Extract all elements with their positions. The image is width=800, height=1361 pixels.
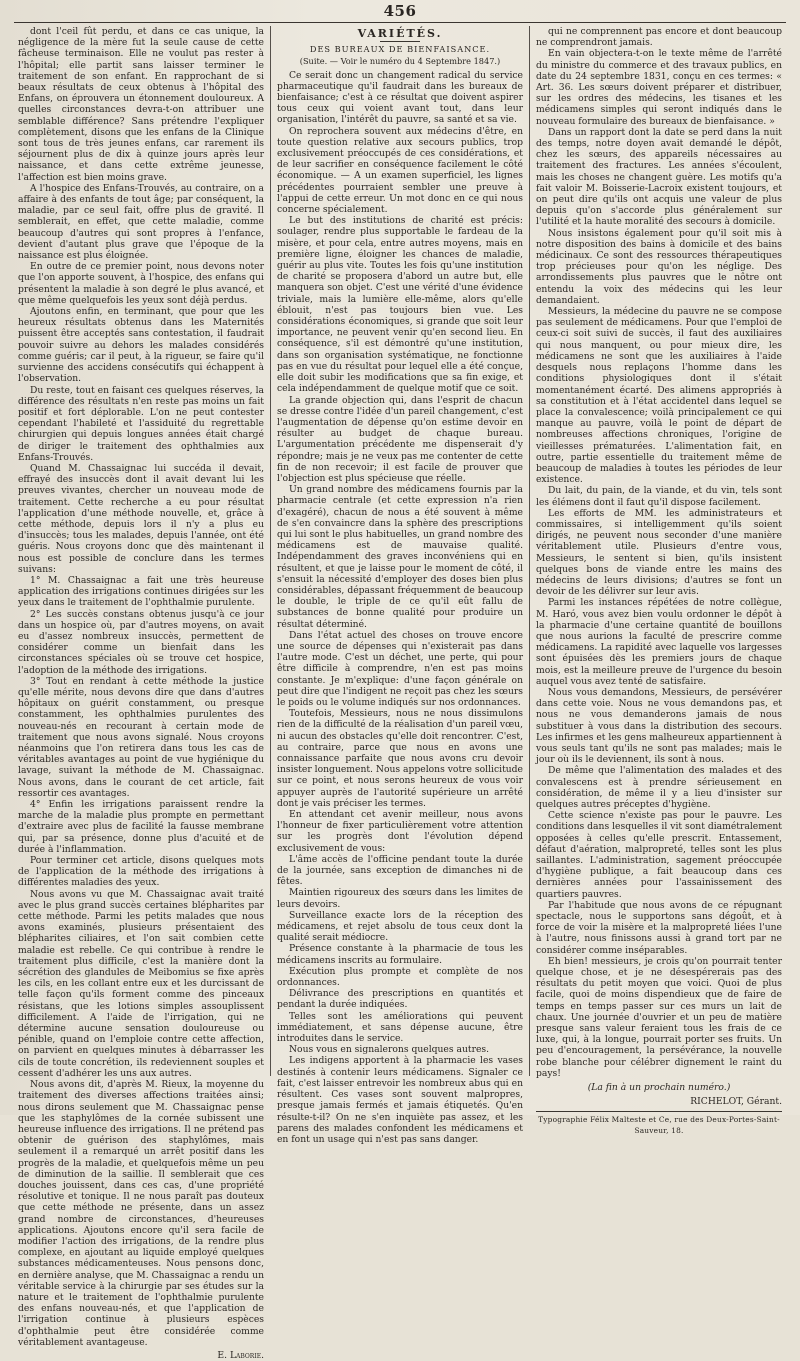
article-paragraph: Nous vous demandons, Messieurs, de persévérer dans cette voie. Nous ne vous demandons pas, et nous ne vous demanderons jamais de nous substituer à vous dans la distribution des secours. Les infirmes et les gens malheureux appartiennent à vous seuls tant qu'ils ne sont pas malades; mais le jour où ils le deviennent, ils sont à nous. (536, 686, 782, 766)
section-note: (Suite. — Voir le numéro du 4 Septembre 1847.) (299, 56, 501, 67)
article-paragraph: De même que l'alimentation des malades et des convalescens est à prendre sérieusement en considération, de même il y a lieu d'insister sur quelques autres préceptes d'hygiène. (536, 765, 782, 811)
article-paragraph: Parmi les instances répétées de notre collègue, M. Haró, vous avez bien voulu ordonner le dépôt à la pharmacie d'une certaine quantité de bouillons que nous aurions la faculté de prescrire comme médicamens. La rapidité avec laquelle vos largesses sont épuisées dès les premiers jours de chaque mois, est la meilleure preuve de l'urgence du besoin auquel vous avez tenté de satisfaire. (536, 597, 782, 687)
article-paragraph: Nous vous en signalerons quelques autres. (289, 1044, 490, 1056)
column-right-body (536, 26, 782, 1079)
header-rule (14, 22, 786, 23)
article-paragraph: Exécution plus prompte et complète de nos ordonnances. (277, 965, 523, 989)
article-paragraph: Surveillance exacte lors de la réception des médicamens, et rejet absolu de tous ceux dont la qualité serait médiocre. (277, 909, 523, 944)
section-subtitle: DES BUREAUX DE BIENFAISANCE. (309, 44, 491, 55)
article-paragraph: Du lait, du pain, de la viande, et du vin, tels sont les élémens dont il faut qu'il dispose facilement. (536, 485, 782, 508)
article-paragraph: Pour terminer cet article, disons quelques mots de l'application de la méthode des irrigations à différentes maladies des yeux. (18, 855, 264, 889)
article-paragraph: 4° Enfin les irrigations paraissent rendre la marche de la maladie plus prompte en permettant d'extraire avec plus de facilité la fausse membrane qui, par sa présence, donne plus d'acuité et de durée à l'inflammation. (18, 799, 264, 855)
article-paragraph: L'âme accès de l'officine pendant toute la durée de la journée, sans exception de dimanches ni de fêtes. (277, 853, 523, 888)
article-paragraph: Maintien rigoureux des sœurs dans les limites de leurs devoirs. (277, 887, 523, 910)
article-paragraph: En vain objectera-t-on le texte même de l'arrêté du ministre du commerce et des travaux publics, en date du 24 septembre 1831, conçu en ces termes: « Art. 36. Les sœurs doivent préparer et distribuer, sur les ordres des médecins, les tisanes et les médicamens simples qui seront indiqués dans le nouveau formulaire des bureaux de bienfaisance. » (536, 48, 782, 127)
article-paragraph: Toutefois, Messieurs, nous ne nous dissimulons rien de la difficulté de la réalisation d'un pareil vœu, ni aucun des obstacles qu'elle doit rencontrer. C'est, au contraire, parce que nous en avons une connaissance parfaite que nous avons cru devoir insister longuement. Nous appelons votre sollicitude sur ce point, et nous serons heureux de vous voir appuyer auprès de l'autorité supérieure un arrêté dont je vais préciser les termes. (277, 708, 523, 809)
manager-signature: RICHELOT, Gérant. (690, 1096, 782, 1108)
continued-note: (La fin à un prochain numéro.) (587, 1082, 731, 1094)
article-paragraph: Un grand nombre des médicamens fournis par la pharmacie centrale (et cette expression n'a rien d'exagéré), chacun de nous a été souvent à même de s'en convaincre dans la sphère des prescriptions qui lui sont le plus habituelles, un grand nombre des médicamens est de mauvaise qualité. Indépendamment des graves inconvéniens qui en résultent, et que je laisse pour le moment de côté, il s'ensuit la nécessité d'employer des doses bien plus considérables, dépassant fréquemment de beaucoup le double, le triple de ce qu'il eût fallu de substances de bonne qualité pour produire un résultat déterminé. (277, 484, 523, 630)
article-paragraph: Délivrance des prescriptions en quantités et pendant la durée indiquées. (277, 988, 523, 1011)
article-paragraph: En outre de ce premier point, nous devons noter que l'on apporte souvent, à l'hospice, des enfans qui présentent la maladie à son degré le plus avancé, et que même quelquefois les yeux sont déjà perdus. (18, 261, 264, 306)
article-paragraph: dont l'ceil fût perdu, et dans ce cas unique, la négligence de la mère fut la seule cause de cette fâcheuse terminaison. Elle ne voulut pas rester à l'hôpital; elle partit sans laisser terminer le traitement de son enfant. En rapprochant de si beaux résultats de ceux obtenus à l'hôpital des Enfans, on éprouvera un étonnement douloureux. A quelles circonstances devra-t-on attribuer une semblable différence? Sans prétendre l'expliquer complètement, disons que les enfans de la Clinique sont tous de très jeunes enfans, car rarement ils séjournent plus de dix à quinze jours après leur naissance, et dans cette extrême jeunesse, l'affection est bien moins grave. (18, 26, 264, 183)
article-paragraph: Dans l'état actuel des choses on trouve encore une source de dépenses qui n'existerait pas dans l'autre mode. C'est un déchet, une perte, qui pour être difficile à comprendre, n'en est pas moins constante. Je m'explique: d'une façon générale on peut dire que l'indigent ne reçoit pas chez les sœurs le poids ou le volume indiqués sur nos ordonnances. (277, 629, 523, 708)
article-paragraph: Du reste, tout en faisant ces quelques réserves, la différence des résultats n'en reste pas moins un fait positif et fort déplorable. L'on ne peut contester cependant l'habileté et l'assiduité du regrettable chirurgien qui depuis longues années était chargé de diriger le traitement des ophthalmies aux Enfans-Trouvés. (18, 384, 264, 463)
article-paragraph: Messieurs, la médecine du pauvre ne se compose pas seulement de médicamens. Pour que l'emploi de ceux-ci soit suivi de succès, il faut des auxiliaires qui nous manquent, ou pour mieux dire, les médicamens ne sont que les auxiliaires à l'aide desquels nous replaçons l'homme dans les conditions physiologiques dont il s'était momentanément écarté. Des alimens appropriés à sa constitution et à l'état accidentel dans lequel se place la convalescence; voilà principalement ce qui manque au pauvre, voilà le point de départ de nombreuses affections chroniques, l'origine de vieillesses prématurées. L'alimentation fait, en outre, partie essentielle du traitement même de beaucoup de maladies à toutes les périodes de leur existence. (536, 306, 782, 486)
section-title-rule (380, 41, 420, 42)
article-paragraph: Les efforts de MM. les administrateurs et commissaires, si intelligemment qu'ils soient dirigés, ne peuvent nous seconder d'une manière véritablement utile. Plusieurs d'entre vous, Messieurs, le sentent si bien, qu'ils insistent quelques bons de viande entre les mains des médecins de leurs divisions; d'autres se font un devoir de les délivrer sur leur avis. (536, 507, 782, 598)
article-paragraph: 2° Les succès constans obtenus jusqu'à ce jour dans un hospice où, par d'autres moyens, on avait eu d'assez nombreux insuccès, permettent de considérer comme un bienfait dans les circonstances spéciales où se trouve cet hospice, l'adoption de la méthode des irrigations. (18, 608, 264, 676)
printer-imprint: Typographie Félix Malteste et Ce, rue des Deux-Portes-Saint-Sauveur, 18. (538, 1114, 780, 1135)
article-paragraph: En attendant cet avenir meilleur, nous avons l'honneur de fixer particulièrement votre attention sur les progrès dont l'évolution dépend exclusivement de vous: (277, 809, 523, 854)
article-paragraph: Dans un rapport dont la date se perd dans la nuit des temps, notre doyen avait demandé le dépôt, chez les sœurs, des appareils nécessaires au traitement des fractures. Les années s'écoulent, mais les choses ne changent guère. Les motifs qu'a fait valoir M. Boisserie-Lacroix existent toujours, et on peut dire qu'ils ont acquis une valeur de plus depuis qu'on s'accorde plus généralement sur l'utilité et la haute moralité des secours à domicile. (536, 126, 782, 228)
column-divider (529, 26, 530, 1076)
imprint-rule (536, 1111, 782, 1112)
article-paragraph: Par l'habitude que nous avons de ce répugnant spectacle, nous le supportons sans dégoût, et à force de voir la misère et la malpropreté liées l'une à l'autre, nous finissons aussi à grand tort par ne considérer comme inséparables. (536, 899, 782, 956)
column-middle-body (277, 70, 523, 1146)
article-paragraph: On reprochera souvent aux médecins d'être, en toute question relative aux secours publics, trop exclusivement préoccupés de ces considérations, et de leur sacrifier en conséquence facilement le côté économique. — A un examen superficiel, les lignes précédentes pourraient sembler une preuve à l'appui de cette erreur. Un mot donc en ce qui nous concerne spécialement. (277, 125, 523, 216)
article-paragraph: 3° Tout en rendant à cette méthode la justice qu'elle mérite, nous devons dire que dans d'autres hôpitaux on guérit constamment, ou presque constamment, les ophthalmies purulentes des nouveau-nés en recourant à certain mode de traitement que nous avons signalé. Nous croyons néanmoins que l'on retirera dans tous les cas de véritables avantages au point de vue hygiénique du lavage, suivant la méthode de M. Chassaignac. Nous avons, dans le courant de cet article, fait ressortir ces avantages. (18, 675, 264, 799)
article-paragraph: Le but des institutions de charité est précis: soulager, rendre plus supportable le fardeau de la misère, et pour cela, entre autres moyens, mais en première ligne, éloigner les chances de maladie, guérir au plus vite. Toutes les fois qu'une institution de charité se proposera d'abord un autre but, elle manquera son objet. C'est une vérité d'une évidence triviale, mais la lumière elle-même, alors qu'elle éblouit, n'est pas toujours bien vue. Les considérations économiques, si grande que soit leur importance, ne peuvent venir qu'en second lieu. En conséquence, s'il est démontré qu'une institution, dans son organisation systématique, ne fonctionne pas en vue du résultat pour lequel elle a été conçue, elle doit subir les modifications que sa fin exige, et cela indépendamment de quelque motif que ce soit. (277, 215, 523, 395)
article-paragraph: Nous avons dit, d'après M. Rieux, la moyenne du traitement des diverses affections traitées ainsi; nous dirons seulement que M. Chassaignac pense que les staphylômes de la cornée subissent une heureuse influence des irrigations. Il ne prétend pas obtenir de guérison des staphylômes, mais seulement il a remarqué un arrêt positif dans les progrès de la maladie, et quelquefois même un peu de diminution de la saillie. Il semblerait que ces douches jouissent, dans ces cas, d'une propriété résolutive et tonique. Il ne nous paraît pas douteux que cette méthode ne présente, dans un assez grand nombre de circonstances, d'heureuses applications. Ajoutons encore qu'il sera facile de modifier l'action des irrigations, de la rendre plus complexe, en ajoutant au liquide employé quelques substances médicamenteuses. Nous pensons donc, en dernière analyse, que M. Chassaignac a rendu un véritable service à la chirurgie par ses études sur la nature et le traitement de l'ophthalmie purulente des enfans nouveau-nés, et que l'application de l'irrigation continue à plusieurs espèces d'ophthalmie peut être considérée comme véritablement avantageuse. (18, 1079, 264, 1348)
page-number: 456 (383, 2, 417, 20)
article-paragraph: A l'hospice des Enfans-Trouvés, au contraire, on a affaire à des enfants de tout âge; par conséquent, la maladie, par ce seul fait, offre plus de gravité. Il semblerait, en effet, que cette maladie, comme beaucoup d'autres qui sont propres à l'enfance, devient d'autant plus grave que l'époque de la naissance est plus éloignée. (18, 182, 264, 262)
section-title: VARIÉTÉS. (357, 27, 443, 40)
article-paragraph: Nous insistons également pour qu'il soit mis à notre disposition des bains à domicile et des bains médicinaux. Ce sont des ressources thérapeutiques trop précieuses pour qu'on les néglige. Des arrondissements plus pauvres que le nôtre ont entendu la voix des médecins qui les leur demandaient. (536, 227, 782, 306)
article-paragraph: Nous avons vu que M. Chassaignac avait traité avec le plus grand succès certaines blépharites par cette méthode. Parmi les petits malades que nous avons examinés, plusieurs présentaient des blépharites ciliaires, et l'on sait combien cette maladie est rebelle. Ce qui contribue à rendre le traitement plus difficile, c'est la manière dont la sécrétion des glandules de Meibomius se fixe après les cils, en les collant entre eux et les durcissant de telle façon qu'ils forment comme des pinceaux résistans, que les lotions simples assouplissent difficilement. A l'aide de l'irrigation, qui ne détermine aucune sensation douloureuse ou pénible, quand on l'emploie contre cette affection, on parvient en quelques minutes à débarrasser les cils de toute concrétion, ils redeviennent souples et cessent d'adhérer les uns aux autres. (18, 888, 264, 1079)
article-paragraph: Présence constante à la pharmacie de tous les médicamens inscrits au formulaire. (277, 943, 523, 966)
column-left-body (18, 26, 264, 1348)
column-right (536, 26, 782, 1135)
article-paragraph: 1° M. Chassaignac a fait une très heureuse application des irrigations continues dirigées sur les yeux dans le traitement de l'ophthalmie purulente. (18, 574, 264, 609)
article-paragraph: qui ne comprennent pas encore et dont beaucoup ne comprendront jamais. (536, 26, 782, 49)
article-paragraph: Cette science n'existe pas pour le pauvre. Les conditions dans lesquelles il vit sont diamétralement opposées à celles qu'elle prescrit. Entassement, défaut d'aération, malpropreté, telles sont les plus saillantes. L'administration, sagement préoccupée d'hygiène publique, a fait beaucoup dans ces dernières années pour l'assainissement des quartiers pauvres. (536, 810, 782, 900)
column-left (18, 26, 264, 1361)
article-paragraph: Les indigens apportent à la pharmacie les vases destinés à contenir leurs médicamens. Signaler ce fait, c'est laisser entrevoir les nombreux abus qui en résultent. Ces vases sont souvent malpropres, presque jamais fermés et jamais étiquetés. Qu'en résulte-t-il? On ne s'en inquiète pas assez, et les parens des malades confondent les médicamens et en font un usage qui n'est pas sans danger. (277, 1055, 523, 1145)
article-paragraph: Eh bien! messieurs, je crois qu'on pourrait tenter quelque chose, et je ne désespérerais pas des résultats du petit moyen que voici. Quoi de plus facile, quoi de moins dispendieux que de faire de temps en temps passer sur ces murs un lait de chaux. Une journée d'ouvrier et un peu de matière presque sans valeur feraient tous les frais de ce luxe, qui, à la longue, pourrait porter ses fruits. Un peu d'encouragement, la persévérance, la nouvelle robe blanche pour célébrer dignement le raint du pays! (536, 955, 782, 1079)
article-paragraph: La grande objection qui, dans l'esprit de chacun se dresse contre l'idée d'un pareil changement, c'est l'augmentation de dépense qu'on estime devoir en résulter au budget de chaque bureau. L'argumentation précédente me dispenserait d'y répondre; mais je ne veux pas me contenter de cette fin de non recevoir; il est facile de prouver que l'objection est plus spécieuse que réelle. (277, 394, 523, 484)
article-paragraph: Telles sont les améliorations qui peuvent immédiatement, et sans dépense aucune, être introduites dans le service. (277, 1010, 523, 1045)
article-paragraph: Quand M. Chassaignac lui succéda il devait, effrayé des insuccès dont il avait devant lui les preuves vivantes, chercher un nouveau mode de traitement. Cette recherche a eu pour résultat l'application d'une méthode nouvelle, et, grâce à cette méthode, depuis lors il n'y a plus eu d'insuccès; tous les malades, depuis l'année, ont été guéris. Nous croyons donc que dès maintenant il nous est possible de conclure dans les termes suivans: (18, 462, 264, 575)
column-divider (270, 26, 271, 1076)
author-signature: E. Laborie. (217, 1349, 264, 1361)
article-paragraph: Ce serait donc un changement radical du service pharmaceutique qu'il faudrait dans les bureaux de bienfaisance; c'est à ce résultat que doivent aspirer tous ceux qui voient avant tout, dans leur organisation, l'intérêt du pauvre, sa santé et sa vie. (277, 69, 523, 126)
column-middle (277, 26, 523, 1145)
article-paragraph: Ajoutons enfin, en terminant, que pour que les heureux résultats obtenus dans les Maternités puissent être acceptés sans contestation, il faudrait pouvoir suivre au dehors les malades considérés comme guéris; car il peut, à la rigueur, se faire qu'il survienne des accidens consécutifs qui échappent à l'observation. (18, 306, 264, 385)
